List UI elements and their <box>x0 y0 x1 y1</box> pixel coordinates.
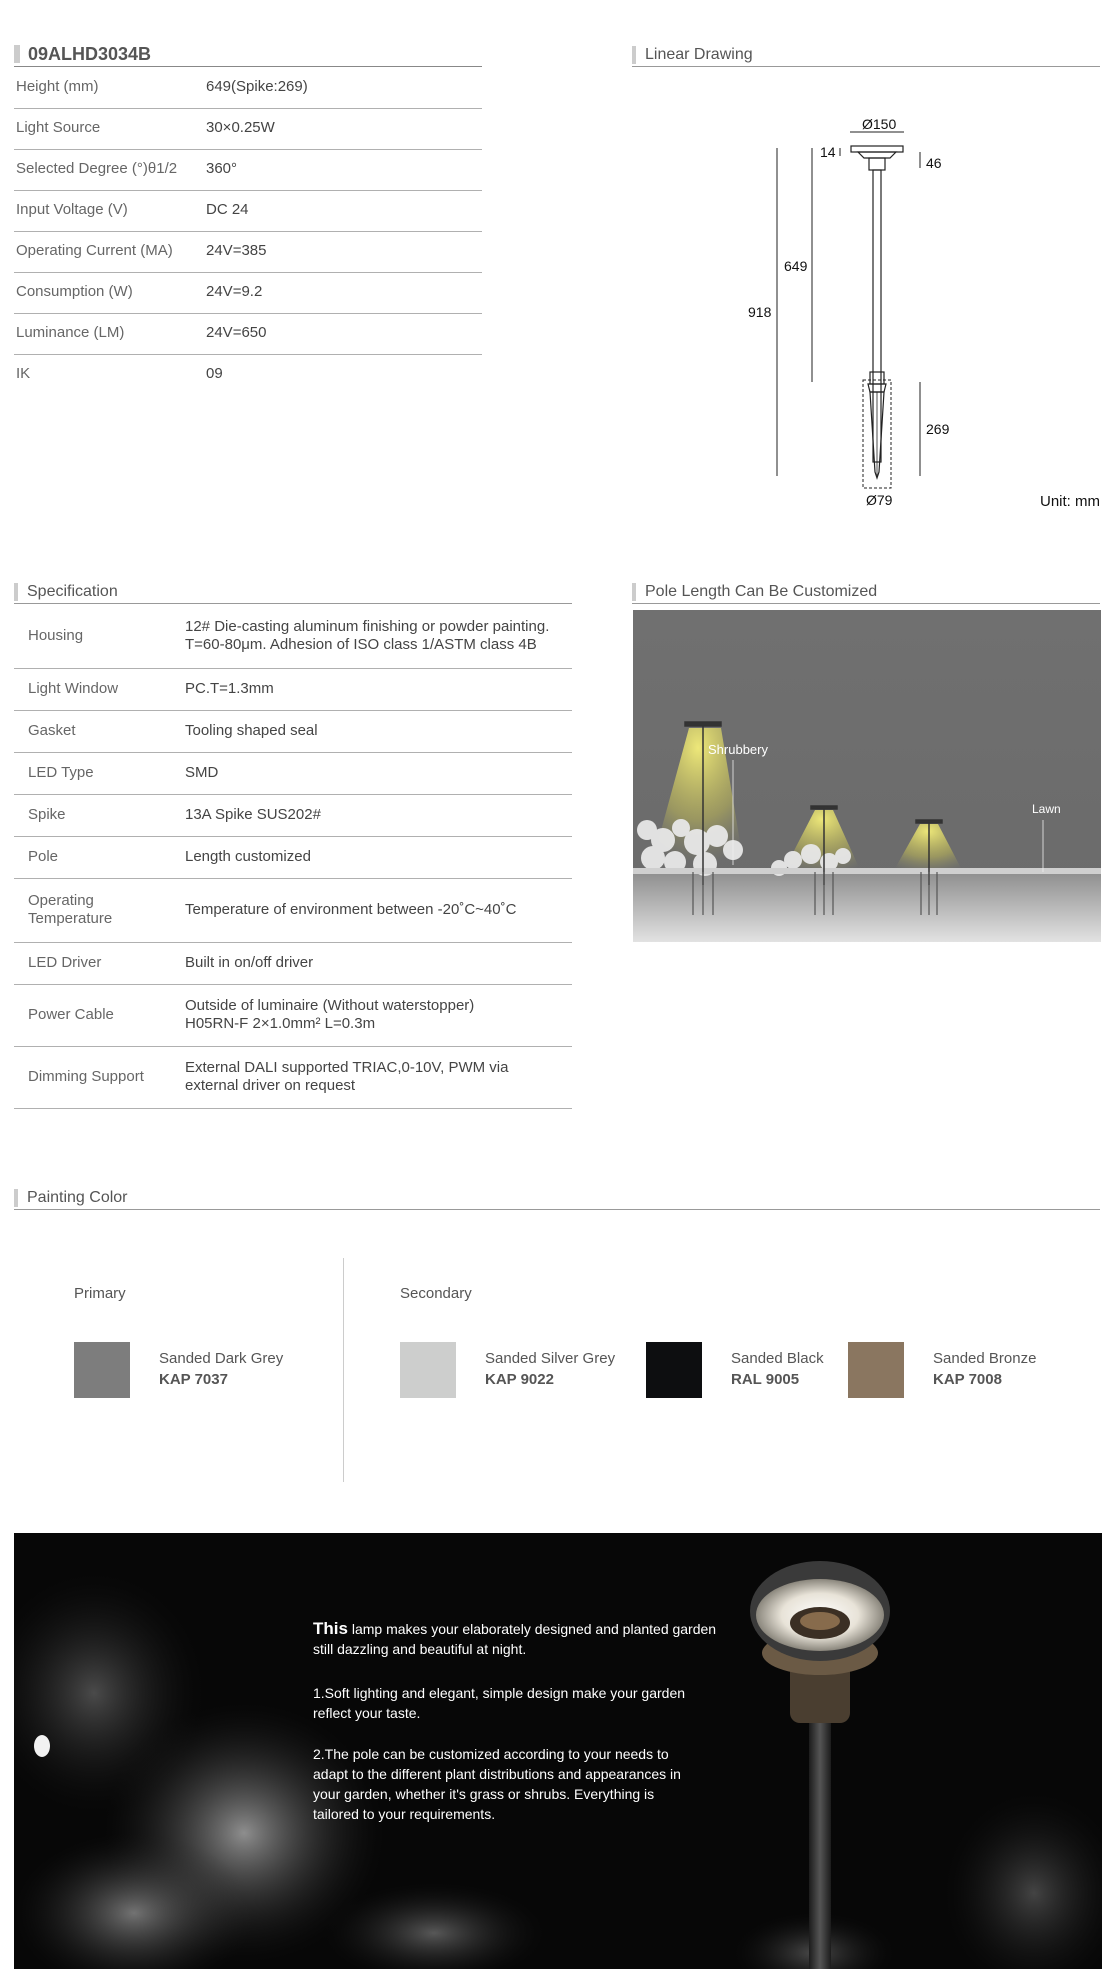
painting-title-rule <box>14 1209 1100 1210</box>
banner-point-1: 1.Soft lighting and elegant, simple design make your garden reflect your taste. <box>313 1685 686 1721</box>
color-swatch <box>848 1342 904 1398</box>
product-code: 09ALHD3034B <box>28 44 152 64</box>
param-value: 30×0.25W <box>206 119 275 136</box>
product-header <box>14 44 482 66</box>
param-value: 24V=9.2 <box>206 283 263 300</box>
color-code: KAP 9022 <box>485 1371 554 1388</box>
color-divider <box>343 1258 344 1482</box>
color-code: RAL 9005 <box>731 1371 800 1388</box>
param-label: IK <box>16 365 31 382</box>
spec-row-divider <box>14 794 572 795</box>
color-name: Sanded Dark Grey <box>159 1350 284 1367</box>
param-label: Height (mm) <box>16 78 99 95</box>
header-rule <box>14 66 482 67</box>
param-value: DC 24 <box>206 201 249 218</box>
spec-value: PC.T=1.3mm <box>185 680 274 697</box>
spec-label: Gasket <box>28 722 76 739</box>
banner-intro <box>313 1619 723 1659</box>
param-row-divider <box>14 313 482 314</box>
param-label: Luminance (LM) <box>16 324 125 341</box>
param-row-divider <box>14 108 482 109</box>
spec-row-divider <box>14 1046 572 1047</box>
spec-label: LED Driver <box>28 954 102 971</box>
banner-intro-bold: This <box>313 1619 348 1638</box>
spec-row-divider <box>14 984 572 985</box>
banner-intro-rest: lamp makes your elaborately designed and planted garden still dazzling and beautiful at night. <box>313 1621 717 1657</box>
drawing-title-rule <box>632 66 1100 67</box>
spec-title: Specification <box>14 583 118 601</box>
param-value: 360° <box>206 160 238 177</box>
dim-spike-diameter: Ø79 <box>866 492 893 508</box>
spec-row-divider <box>14 710 572 711</box>
param-value: 09 <box>206 365 223 382</box>
primary-label: Primary <box>74 1285 126 1302</box>
param-value: 649(Spike:269) <box>206 78 308 95</box>
dim-total-height: 918 <box>748 304 772 320</box>
linear-drawing <box>632 100 1100 520</box>
param-label: Light Source <box>16 119 101 136</box>
dim-head-height: 46 <box>926 155 942 171</box>
spec-row-divider <box>14 752 572 753</box>
spec-value: External DALI supported TRIAC,0-10V, PWM via external driver on request <box>185 1059 509 1094</box>
color-swatch <box>74 1342 130 1398</box>
spec-label: Operating Temperature <box>28 892 113 927</box>
param-label: Consumption (W) <box>16 283 133 300</box>
spec-row-divider <box>14 878 572 879</box>
param-value: 24V=385 <box>206 242 267 259</box>
painting-title: Painting Color <box>14 1189 128 1207</box>
drawing-title: Linear Drawing <box>632 46 753 64</box>
param-row-divider <box>14 190 482 191</box>
color-code: KAP 7008 <box>933 1371 1002 1388</box>
spec-label: Pole <box>28 848 59 865</box>
dim-top-diameter: Ø150 <box>862 116 897 132</box>
spec-label: LED Type <box>28 764 94 781</box>
param-row-divider <box>14 272 482 273</box>
param-row-divider <box>14 231 482 232</box>
param-row-divider <box>14 354 482 355</box>
color-swatch <box>646 1342 702 1398</box>
spec-value: 13A Spike SUS202# <box>185 806 321 823</box>
spec-row-divider <box>14 942 572 943</box>
label-shrubbery: Shrubbery <box>708 742 768 757</box>
spec-row-divider <box>14 836 572 837</box>
param-label: Operating Current (MA) <box>16 242 173 259</box>
param-value: 24V=650 <box>206 324 267 341</box>
param-label: Selected Degree (°)θ1/2 <box>16 160 178 177</box>
label-lawn: Lawn <box>1032 802 1061 816</box>
pole-section-rule <box>632 603 1100 604</box>
secondary-label: Secondary <box>400 1285 472 1302</box>
color-name: Sanded Black <box>731 1350 824 1367</box>
dim-pole-height: 649 <box>784 258 808 274</box>
spec-label: Housing <box>28 627 84 644</box>
color-name: Sanded Bronze <box>933 1350 1037 1367</box>
pole-section-title: Pole Length Can Be Customized <box>632 583 877 601</box>
color-name: Sanded Silver Grey <box>485 1350 616 1367</box>
spec-value: SMD <box>185 764 219 781</box>
spec-value: Temperature of environment between -20˚C~40˚C <box>185 901 517 918</box>
pole-length-illustration <box>633 610 1101 942</box>
spec-label: Light Window <box>28 680 119 697</box>
banner-point-2: 2.The pole can be customized according to your needs to adapt to the different plant distributions and appearances in your garden, whether it's grass or shrubs. Everything is tailored to your requirements. <box>313 1746 681 1822</box>
spec-value: Outside of luminaire (Without waterstopper) H05RN-F 2×1.0mm² L=0.3m <box>185 997 475 1032</box>
spec-title-rule <box>14 603 572 604</box>
spec-label: Power Cable <box>28 1006 114 1023</box>
color-swatch <box>400 1342 456 1398</box>
spec-value: 12# Die-casting aluminum finishing or powder painting. T=60-80μm. Adhesion of ISO class 1/ASTM class 4B <box>185 618 550 653</box>
param-label: Input Voltage (V) <box>16 201 128 218</box>
spec-row-divider <box>14 1108 572 1109</box>
spec-value: Built in on/off driver <box>185 954 314 971</box>
spec-value: Length customized <box>185 848 311 865</box>
dim-spike-height: 269 <box>926 421 950 437</box>
spec-label: Dimming Support <box>28 1068 144 1085</box>
title-marker <box>14 45 20 63</box>
unit-label: Unit: mm <box>1040 493 1100 510</box>
spec-value: Tooling shaped seal <box>185 722 318 739</box>
spec-label: Spike <box>28 806 66 823</box>
dim-head-top: 14 <box>820 144 836 160</box>
spec-row-divider <box>14 668 572 669</box>
color-code: KAP 7037 <box>159 1371 228 1388</box>
param-row-divider <box>14 149 482 150</box>
banner <box>14 1533 1102 1969</box>
